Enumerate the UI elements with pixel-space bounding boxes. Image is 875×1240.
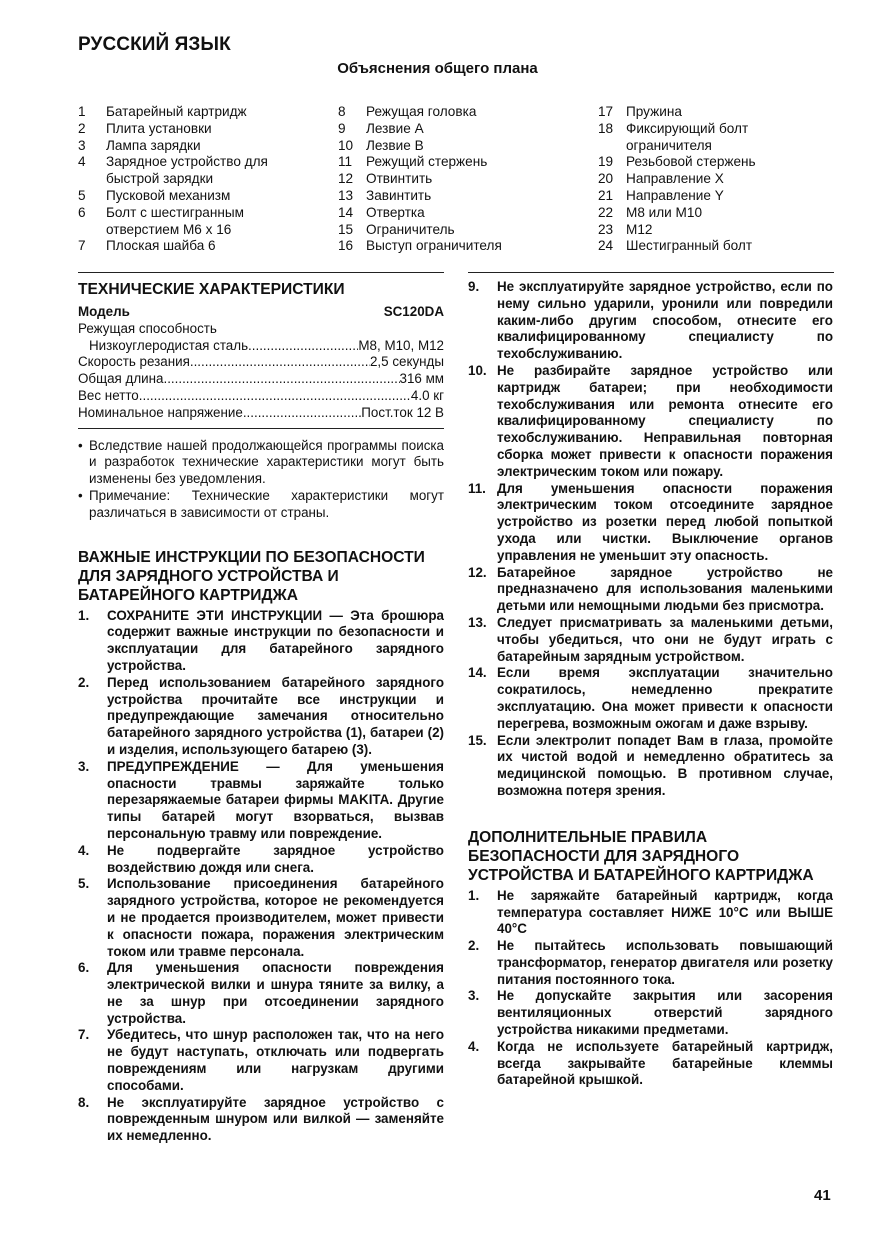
part-item (598, 205, 798, 222)
part-label: Плоская шайба 6 (106, 238, 216, 254)
part-label: Направление Y (626, 187, 724, 203)
spec-note (78, 438, 444, 488)
part-label: Фиксирующий болт ограничителя (626, 120, 749, 153)
instruction-number: 15. (468, 732, 487, 748)
part-number: 24 (598, 238, 614, 254)
specs-title: ТЕХНИЧЕСКИЕ ХАРАКТЕРИСТИКИ (78, 281, 345, 298)
part-label: Завинтить (366, 187, 432, 203)
part-label: Пусковой механизм (106, 187, 231, 203)
part-item (78, 138, 300, 155)
part-item (78, 154, 300, 188)
spec-row (78, 338, 444, 355)
part-label: Зарядное устройство для быстрой зарядки (106, 154, 268, 187)
spec-value: М8, М10, М12 (358, 337, 444, 353)
part-item (338, 104, 560, 121)
instruction-item (468, 565, 833, 615)
part-number: 16 (338, 238, 354, 254)
part-number: 23 (598, 221, 614, 237)
instruction-number: 4. (468, 1038, 480, 1054)
part-number: 1 (78, 104, 86, 119)
divider-left (78, 272, 444, 273)
instruction-text: Если время эксплуатации значительно сократилось, немедленно прекратите эксплуатацию. Она может привести к опасности перегрева, возможным ожогам и даже взрыву. (497, 665, 833, 731)
instruction-number: 3. (468, 988, 480, 1004)
part-number: 11 (338, 154, 353, 170)
instruction-item (468, 615, 833, 665)
instruction-item (468, 888, 833, 938)
spec-leader-dots (248, 338, 358, 355)
part-item (598, 222, 798, 239)
instruction-number: 14. (468, 665, 487, 681)
part-item (338, 121, 560, 138)
spec-leader-dots (243, 405, 361, 422)
instruction-text: Не эксплуатируйте зарядное устройство, если по нему сильно ударили, уронили или повредили каким-либо другим способом, отнесите его квалифицированному специалисту по техобслуживанию. (497, 279, 833, 362)
part-number: 13 (338, 187, 354, 203)
model-value: SC120DA (383, 304, 444, 319)
instruction-text: Следует присматривать за маленькими детьми, чтобы убедиться, что они не будут играть с батарейным зарядным устройством. (497, 614, 833, 664)
part-item (338, 238, 560, 255)
spec-label: Низкоуглеродистая сталь (89, 337, 249, 353)
part-item (598, 171, 798, 188)
part-label: М8 или М10 (626, 204, 703, 220)
part-item (338, 205, 560, 222)
important-list-part-2 (468, 279, 833, 800)
specs-separator (78, 428, 444, 430)
part-label: Направление X (626, 171, 724, 187)
instruction-number: 3. (78, 758, 90, 774)
part-number: 22 (598, 204, 614, 220)
part-item (78, 104, 300, 121)
parts-list-column-1 (78, 104, 300, 255)
instruction-text: Для уменьшения опасности повреждения электрической вилки и шнура тяните за вилку, а не за шнур при отсоединении зарядного устройства. (107, 960, 444, 1026)
part-item (338, 188, 560, 205)
instruction-text: Не заряжайте батарейный картридж, когда температура составляет НИЖЕ 10°C или ВЫШЕ 40°C (497, 887, 833, 937)
part-item (598, 104, 798, 121)
part-number: 2 (78, 120, 86, 136)
instruction-item (468, 733, 833, 800)
model-row (78, 304, 444, 321)
spec-label: Скорость резания (78, 354, 190, 370)
instruction-text: Если электролит попадет Вам в глаза, промойте их чистой водой и немедленно обратитесь за медицинской помощью. В противном случае, возможна потеря зрения. (497, 732, 833, 798)
spec-label: Вес нетто (78, 387, 139, 403)
right-column (468, 279, 833, 1089)
instruction-item (468, 481, 833, 565)
spec-value: 2,5 секунды (369, 354, 444, 370)
instruction-item (78, 675, 444, 759)
part-label: Болт с шестигранным отверстием М6 x 16 (106, 204, 244, 237)
part-number: 10 (338, 137, 354, 153)
part-label: Лезвие В (366, 137, 424, 153)
part-label: Батарейный картридж (106, 104, 247, 119)
part-item (338, 154, 560, 171)
spec-row (78, 354, 444, 371)
instruction-text: Когда не используете батарейный картридж, всегда закрывайте батарейные клеммы батарейной крышкой. (497, 1038, 833, 1088)
instruction-item (78, 1027, 444, 1094)
instruction-text: Для уменьшения опасности поражения электрическим током отсоедините зарядное устройство из розетки перед любой попыткой ухода или чистки. Выключение органов управления не уменьшит эту опасность. (497, 480, 833, 563)
part-number: 15 (338, 221, 354, 237)
part-item (598, 238, 798, 255)
part-number: 19 (598, 154, 614, 170)
part-item (78, 188, 300, 205)
part-label: Отвинтить (366, 171, 433, 187)
part-item (78, 238, 300, 255)
part-label: Режущий стержень (366, 154, 488, 170)
instruction-text: Батарейное зарядное устройство не предназначено для использования маленькими детьми или немощными людьми без присмотра. (497, 564, 833, 614)
part-label: Режущая головка (366, 104, 477, 119)
important-list-part-1 (78, 608, 444, 1146)
instruction-text: Перед использованием батарейного зарядного устройства прочитайте все инструкции и предупреждающие замечания относительно батарейного зарядного устройства (1), батареи (2) и изделия, использующего батарею (3). (107, 674, 444, 757)
instruction-number: 8. (78, 1094, 90, 1110)
instruction-text: Не разбирайте зарядное устройство или картридж батареи; при необходимости техобслуживания или ремонта отнесите его квалифицированному специалисту по техобслуживанию. Неправильная повторная сборка может привести к опасности поражения электрическим током или пожару. (497, 362, 833, 479)
cutting-capacity-label: Режущая способность (78, 320, 217, 336)
instruction-item (78, 960, 444, 1027)
part-item (338, 222, 560, 239)
part-number: 7 (78, 238, 86, 254)
instruction-item (78, 1095, 444, 1145)
instruction-number: 2. (78, 674, 90, 690)
part-label: Резьбовой стержень (626, 154, 756, 170)
model-label: Модель (78, 304, 130, 319)
instruction-number: 13. (468, 614, 487, 630)
instruction-number: 5. (78, 876, 90, 892)
part-item (78, 205, 300, 239)
parts-list-column-3 (598, 104, 798, 255)
instruction-text: Использование присоединения батарейного зарядного устройства, которое не рекомендуется и не продается производителем, может привести к опасности пожара, поражения электрическим током или травме персонала. (107, 876, 444, 959)
part-label: М12 (626, 221, 653, 237)
part-number: 12 (338, 171, 354, 187)
part-number: 9 (338, 120, 346, 136)
instruction-number: 7. (78, 1027, 90, 1043)
instruction-number: 6. (78, 960, 90, 976)
spec-row (78, 371, 444, 388)
additional-title: ДОПОЛНИТЕЛЬНЫЕ ПРАВИЛА БЕЗОПАСНОСТИ ДЛЯ ЗАРЯДНОГО УСТРОЙСТВА И БАТАРЕЙНОГО КАРТРИДЖА (468, 828, 814, 884)
part-number: 14 (338, 204, 354, 220)
part-label: Плита установки (106, 120, 212, 136)
instruction-item (78, 608, 444, 675)
part-label: Выступ ограничителя (366, 238, 502, 254)
instruction-text: Не пытайтесь использовать повышающий трансформатор, генератор двигателя или розетку питания постоянного тока. (497, 938, 833, 987)
instruction-number: 11. (468, 480, 486, 496)
instruction-number: 10. (468, 362, 487, 378)
part-label: Лезвие А (366, 120, 424, 136)
instruction-number: 12. (468, 564, 487, 580)
language-heading: РУССКИЙ ЯЗЫК (78, 34, 231, 55)
instruction-item (468, 279, 833, 363)
spec-label: Общая длина (78, 371, 164, 387)
part-number: 4 (78, 154, 86, 170)
spec-value: Пост.ток 12 В (361, 404, 444, 420)
part-item (78, 121, 300, 138)
bullet-icon: • (78, 487, 83, 503)
part-item (338, 171, 560, 188)
spec-leader-dots (163, 371, 399, 388)
instruction-item (468, 665, 833, 732)
spec-row (78, 405, 444, 422)
part-item (598, 121, 798, 155)
spec-note (78, 488, 444, 522)
spec-value: 316 мм (399, 371, 444, 387)
part-item (338, 138, 560, 155)
page-number: 41 (814, 1187, 831, 1204)
spec-value: 4.0 кг (410, 387, 444, 403)
part-number: 20 (598, 171, 614, 187)
instruction-number: 9. (468, 279, 480, 294)
instruction-text: Убедитесь, что шнур расположен так, что на него не будут наступать, отключать или подвергать повреждениям или нагрузкам другими способами. (107, 1027, 444, 1093)
additional-list (468, 888, 833, 1090)
instruction-text: Не подвергайте зарядное устройство воздействию дождя или снега. (107, 842, 444, 875)
spec-note-text: Примечание: Технические характеристики могут различаться в зависимости от страны. (89, 487, 444, 520)
part-item (598, 154, 798, 171)
important-title: ВАЖНЫЕ ИНСТРУКЦИИ ПО БЕЗОПАСНОСТИ ДЛЯ ЗАРЯДНОГО УСТРОЙСТВА И БАТАРЕЙНОГО КАРТРИДЖА (78, 548, 425, 604)
part-number: 8 (338, 104, 346, 119)
instruction-item (78, 876, 444, 960)
part-number: 3 (78, 137, 86, 153)
instruction-item (468, 1039, 833, 1089)
instruction-number: 2. (468, 938, 480, 954)
spec-label: Номинальное напряжение (78, 404, 243, 420)
part-number: 17 (598, 104, 614, 119)
instruction-text: Не допускайте закрытия или засорения вентиляционных отверстий зарядного устройства никакими предметами. (497, 988, 833, 1038)
instruction-number: 4. (78, 842, 90, 858)
part-label: Шестигранный болт (626, 238, 753, 254)
spec-leader-dots (139, 388, 411, 405)
part-label: Ограничитель (366, 221, 455, 237)
spec-notes (78, 438, 444, 522)
part-label: Лампа зарядки (106, 137, 201, 153)
parts-list-column-2 (338, 104, 560, 255)
instruction-text: ПРЕДУПРЕЖДЕНИЕ — Для уменьшения опасности травмы заряжайте только перезаряжаемые батареи фирмы MAKITA. Другие типы батарей могут взорваться, вызвав персональную травму или повреждение. (107, 758, 444, 841)
divider-right (468, 272, 834, 273)
bullet-icon: • (78, 437, 83, 453)
instruction-text: СОХРАНИТЕ ЭТИ ИНСТРУКЦИИ — Эта брошюра содержит важные инструкции по безопасности и эксплуатации для батарейного зарядного устройства. (107, 607, 444, 673)
part-label: Пружина (626, 104, 682, 119)
part-number: 18 (598, 120, 614, 136)
spec-row (78, 388, 444, 405)
left-column (78, 280, 444, 1145)
part-item (598, 188, 798, 205)
instruction-item (468, 363, 833, 481)
instruction-item (78, 759, 444, 843)
instruction-text: Не эксплуатируйте зарядное устройство с поврежденным шнуром или вилкой — заменяйте их немедленно. (107, 1094, 444, 1144)
instruction-item (78, 843, 444, 877)
part-number: 5 (78, 187, 86, 203)
spec-note-text: Вследствие нашей продолжающейся программы поиска и разработок технические характеристики могут быть изменены без уведомления. (89, 437, 444, 487)
instruction-item (468, 988, 833, 1038)
spec-rows (78, 338, 444, 422)
part-label: Отвертка (366, 204, 425, 220)
instruction-number: 1. (78, 607, 90, 623)
instruction-item (468, 938, 833, 988)
spec-leader-dots (190, 354, 370, 371)
overview-title: Объяснения общего плана (337, 60, 538, 77)
part-number: 21 (598, 187, 614, 203)
instruction-number: 1. (468, 887, 480, 903)
part-number: 6 (78, 204, 86, 220)
